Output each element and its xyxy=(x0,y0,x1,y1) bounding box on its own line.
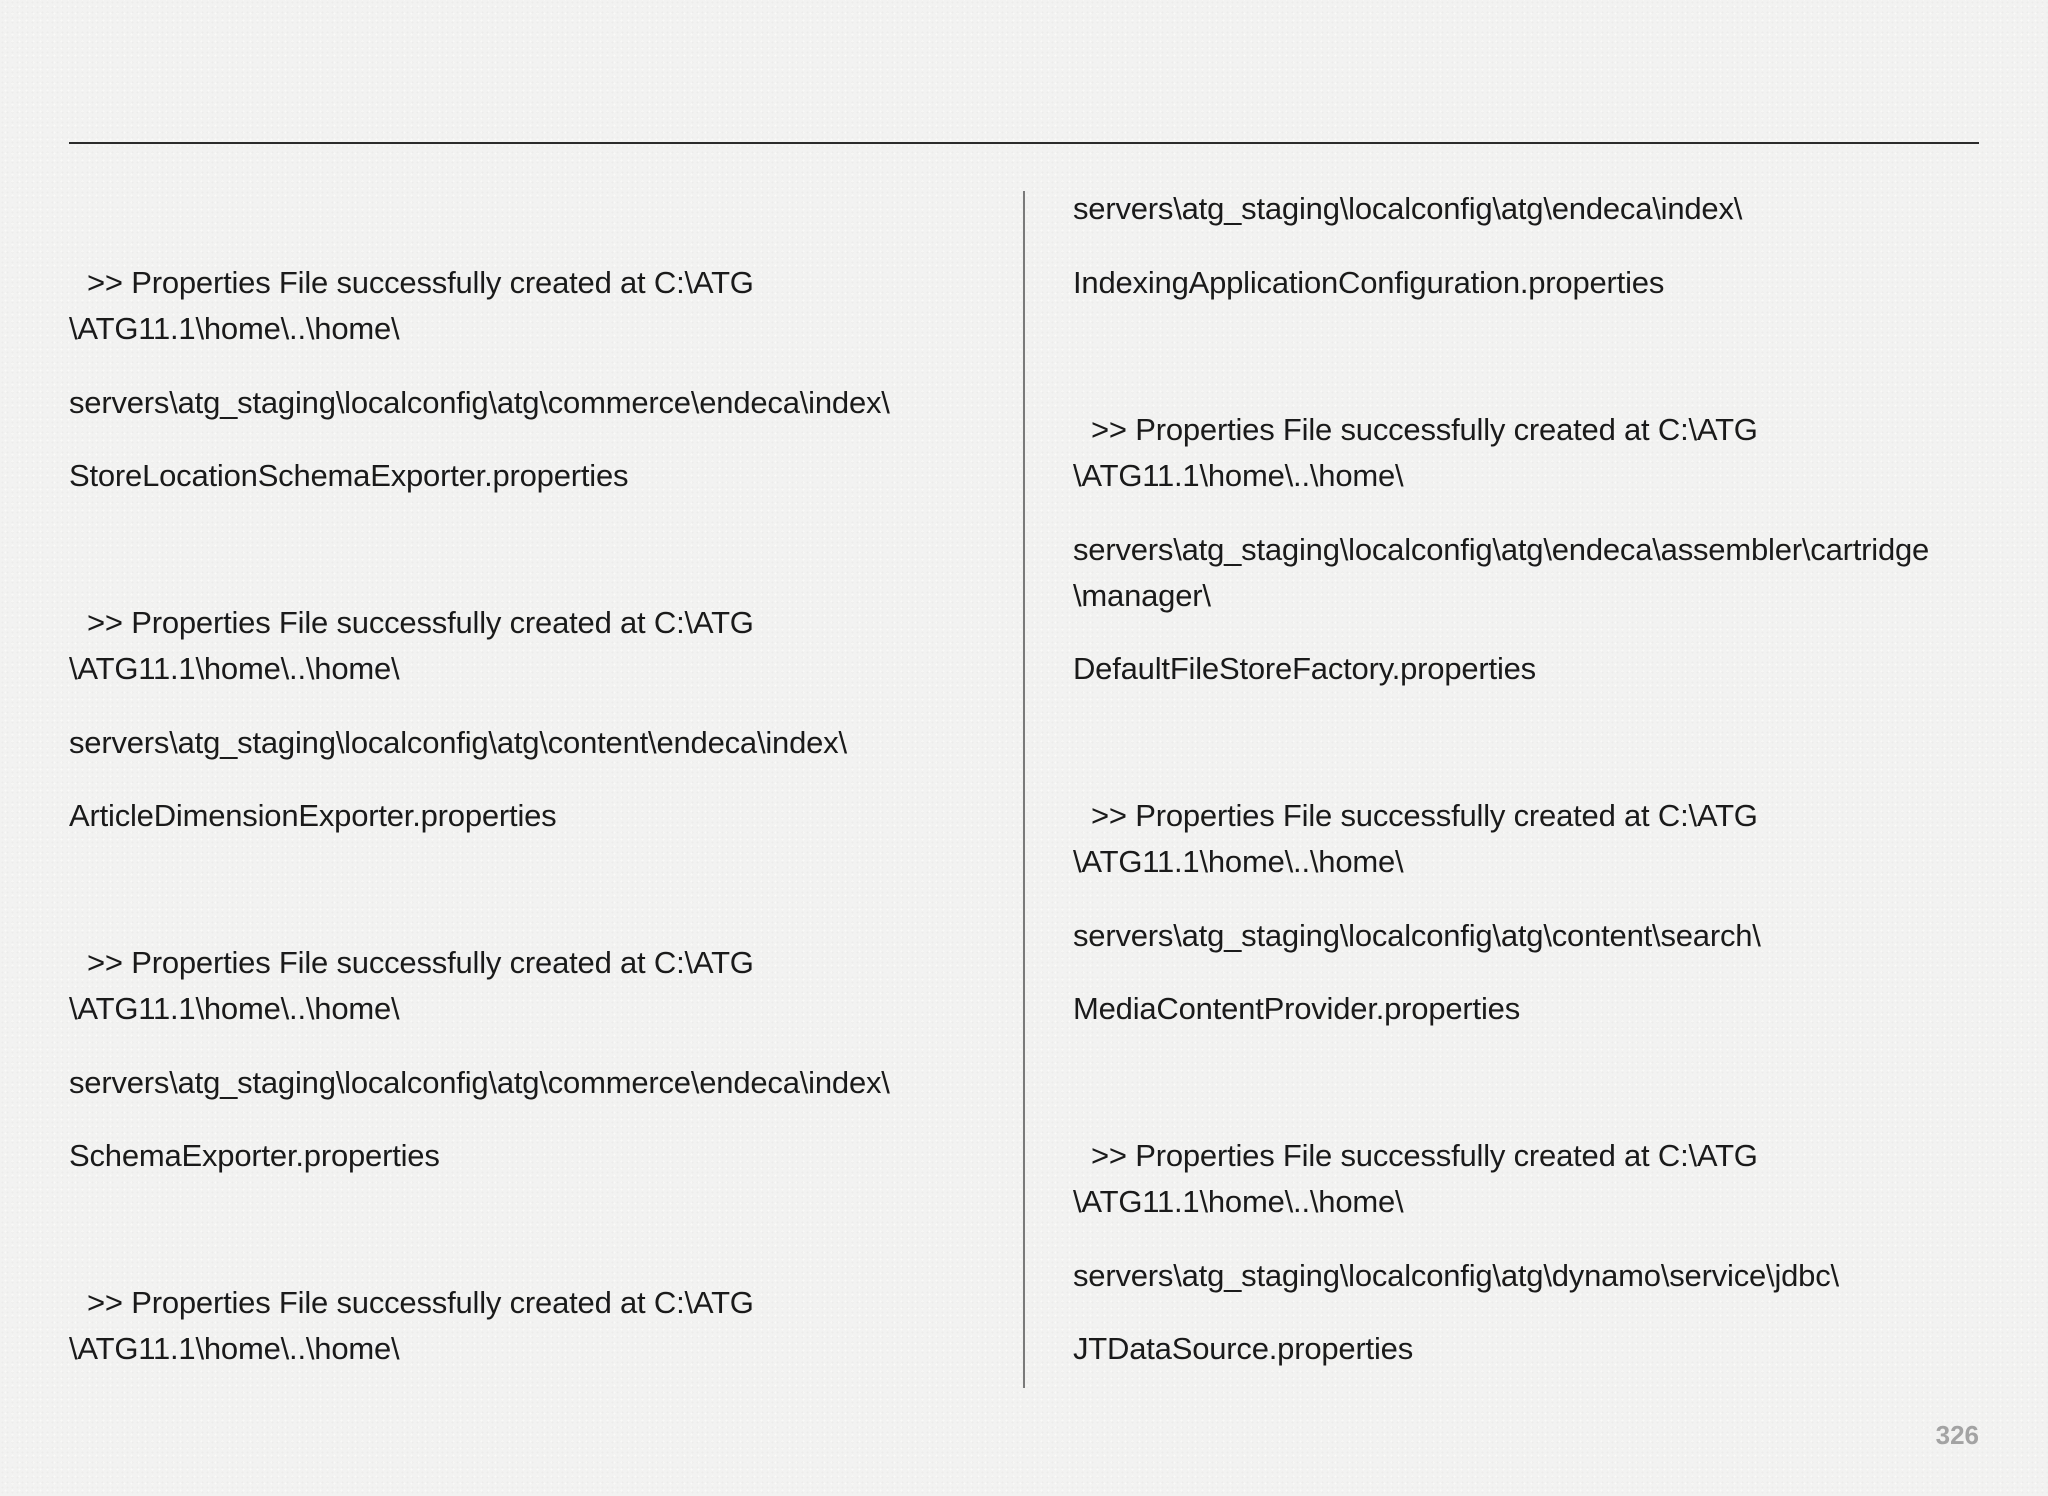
log-line: servers\atg_staging\localconfig\atg\commerce\endeca\index\ xyxy=(69,1065,890,1100)
page-number: 326 xyxy=(1935,1420,1979,1450)
column-divider xyxy=(1023,191,1025,1388)
log-line: >> Properties File successfully created at C:\ATG xyxy=(87,1285,754,1320)
log-line: JTDataSource.properties xyxy=(1073,1331,1414,1366)
top-rule xyxy=(69,142,1979,144)
log-line: StoreLocationSchemaExporter.properties xyxy=(69,458,629,493)
log-line: >> Properties File successfully created at C:\ATG xyxy=(1091,1138,1758,1173)
log-line: MediaContentProvider.properties xyxy=(1073,991,1520,1026)
log-line: >> Properties File successfully created at C:\ATG xyxy=(87,265,754,300)
log-line: DefaultFileStoreFactory.properties xyxy=(1073,651,1536,686)
log-line: >> Properties File successfully created at C:\ATG xyxy=(1091,412,1758,447)
log-line: \ATG11.1\home\..\home\ xyxy=(69,991,400,1026)
log-line: \ATG11.1\home\..\home\ xyxy=(69,651,400,686)
log-line: \ATG11.1\home\..\home\ xyxy=(1073,1184,1404,1219)
log-line: \ATG11.1\home\..\home\ xyxy=(69,311,400,346)
log-line: ArticleDimensionExporter.properties xyxy=(69,798,557,833)
log-line: >> Properties File successfully created at C:\ATG xyxy=(87,605,754,640)
log-line: servers\atg_staging\localconfig\atg\commerce\endeca\index\ xyxy=(69,385,890,420)
log-line: servers\atg_staging\localconfig\atg\endeca\index\ xyxy=(1073,191,1743,226)
log-line: servers\atg_staging\localconfig\atg\content\endeca\index\ xyxy=(69,725,847,760)
log-line: servers\atg_staging\localconfig\atg\endeca\assembler\cartridge xyxy=(1073,532,1930,567)
log-line: \ATG11.1\home\..\home\ xyxy=(1073,458,1404,493)
log-line: \ATG11.1\home\..\home\ xyxy=(1073,844,1404,879)
log-line: SchemaExporter.properties xyxy=(69,1138,440,1173)
log-line: >> Properties File successfully created at C:\ATG xyxy=(1091,798,1758,833)
log-line: >> Properties File successfully created at C:\ATG xyxy=(87,945,754,980)
log-line: \manager\ xyxy=(1073,578,1211,613)
log-line: IndexingApplicationConfiguration.properties xyxy=(1073,265,1665,300)
log-line: servers\atg_staging\localconfig\atg\content\search\ xyxy=(1073,918,1761,953)
log-line: servers\atg_staging\localconfig\atg\dynamo\service\jdbc\ xyxy=(1073,1258,1839,1293)
log-line: \ATG11.1\home\..\home\ xyxy=(69,1331,400,1366)
